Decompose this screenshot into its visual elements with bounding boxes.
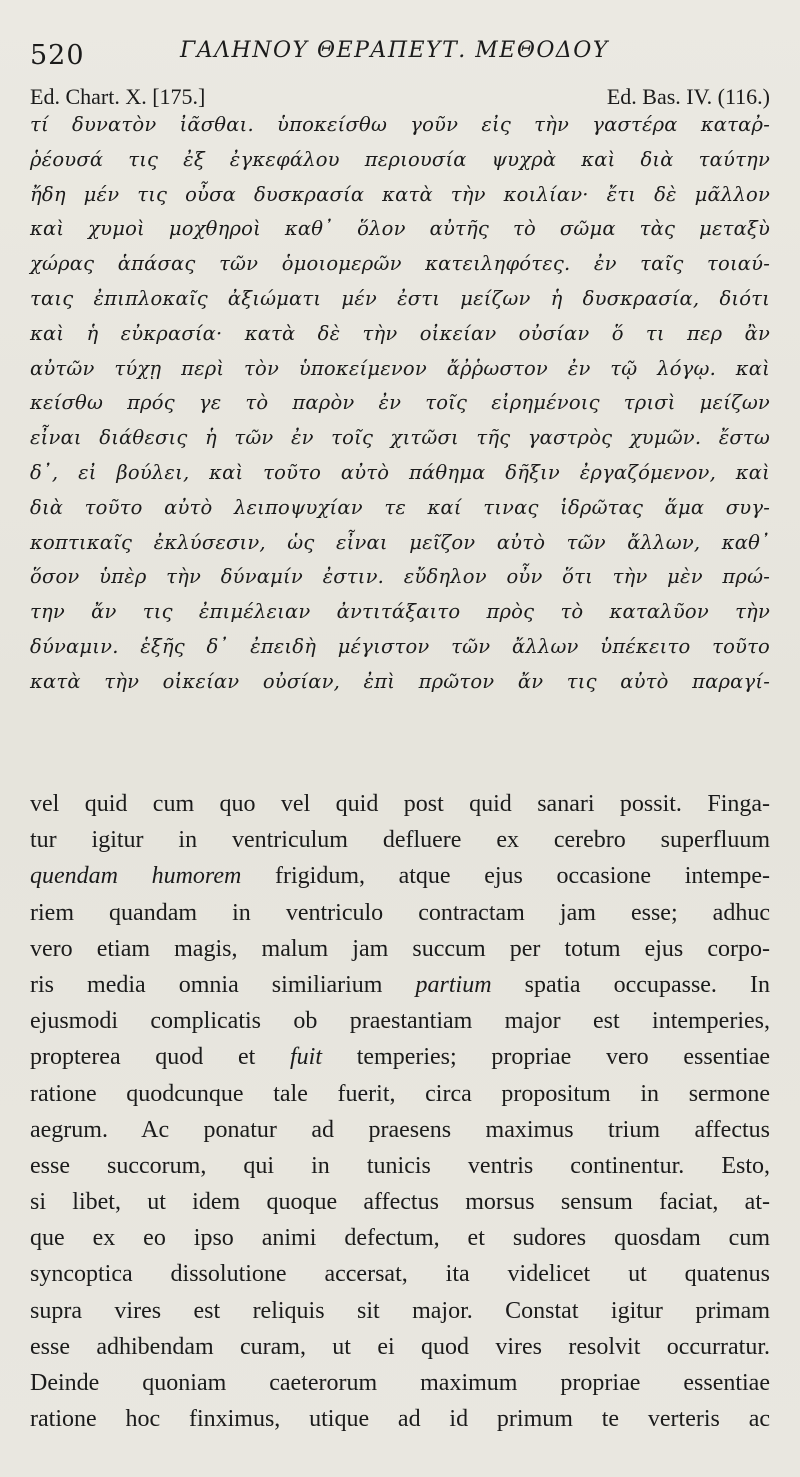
greek-text-line: ἤδη μέν τις οὖσα δυσκρασία κατὰ τὴν κοιλίαν· ἔτι δὲ μᾶλλον [30,182,770,206]
italic-phrase: partium [415,971,492,998]
greek-text-line: χώρας ἁπάσας τῶν ὁμοιομερῶν κατειληφότες. ἐν ταῖς τοιαύ- [30,252,770,276]
latin-text-line [30,1256,770,1292]
greek-text-line: αὐτῶν τύχῃ περὶ τὸν ὑποκείμενον ἄῤῥωστον ἐν τῷ λόγῳ. καὶ [30,356,770,380]
text-run: frigidum, atque ejus occasione intempe- [241,863,770,890]
show-through-bleed [30,726,770,756]
greek-text-line: δ᾽, εἰ βούλει, καὶ τοῦτο αὐτὸ πάθημα δῆξιν ἐργαζόμενον, καὶ [30,460,770,484]
text-run: ejusmodi complicatis ob praestantiam major est intemperies, [30,1008,770,1035]
greek-text-line: ταις ἐπιπλοκαῖς ἀξιώματι μέν ἐστι μείζων ἡ δυσκρασία, διότι [30,286,770,310]
page-number: 520 [30,40,85,71]
latin-text-line [30,858,770,894]
italic-phrase: fuit [290,1044,323,1071]
text-run: aegrum. Ac ponatur ad praesens maximus trium affectus [30,1116,770,1143]
text-run: ratione hoc finximus, utique ad id primum te verteris ac [30,1406,770,1433]
text-run: temperies; propriae vero essentiae [322,1044,770,1071]
greek-text-line: καὶ χυμοὶ μοχθηροὶ καθ᾽ ὅλον αὐτῆς τὸ σῶμα τὰς μεταξὺ [30,217,770,241]
text-run: spatia occupasse. In [491,971,770,998]
latin-text-line [30,1365,770,1401]
text-run: supra vires est reliquis sit major. Constat igitur primam [30,1297,770,1324]
text-run: vel quid cum quo vel quid post quid sanari possit. Finga- [30,791,770,817]
edition-chart-reference: Ed. Chart. X. [175.] [30,84,206,109]
latin-text-line [30,1003,770,1039]
text-run: riem quandam in ventriculo contractam jam esse; adhuc [30,899,770,926]
greek-text-line: κείσθω πρός γε τὸ παρὸν ἐν τοῖς εἰρημένοις τρισὶ μείζων [30,391,770,415]
latin-text-line [30,1148,770,1184]
latin-text-line [30,895,770,931]
text-run: Deinde quoniam caeterorum maximum propriae essentiae [30,1370,770,1396]
text-run: vero etiam magis, malum jam succum per totum ejus corpo- [30,935,770,962]
greek-text-line: ὅσον ὑπὲρ τὴν δύναμίν ἐστιν. εὔδηλον οὖν ὅτι τὴν μὲν πρώ- [30,565,770,589]
greek-text-block [30,108,770,700]
greek-text-line: δύναμιν. ἑξῆς δ᾽ ἐπειδὴ μέγιστον τῶν ἄλλων ὑπέκειτο τοῦτο [30,634,770,658]
latin-text-line [30,822,770,858]
latin-text-line [30,1076,770,1112]
greek-text-line: εἶναι διάθεσις ἡ τῶν ἐν τοῖς χιτῶσι τῆς γαστρὸς χυμῶν. ἔστω [30,426,770,450]
latin-text-line [30,1401,770,1437]
text-run: ris media omnia similiarium [30,971,416,998]
latin-text-line [30,1112,770,1148]
greek-text-line: ῥέουσά τις ἐξ ἐγκεφάλου περιουσία ψυχρὰ καὶ διὰ ταύτην [30,147,770,171]
latin-text-line [30,1329,770,1365]
latin-text-line [30,1220,770,1256]
latin-text-line [30,786,770,822]
text-run: que ex eo ipso animi defectum, et sudores quosdam cum [30,1225,770,1252]
greek-text-line: τί δυνατὸν ἰᾶσθαι. ὑποκείσθω γοῦν εἰς τὴν γαστέρα καταῤ- [30,113,770,136]
latin-text-block [30,786,770,1437]
running-head [30,36,770,76]
text-run: esse succorum, qui in tunicis ventris continentur. Esto, [30,1152,770,1179]
italic-phrase: quendam humorem [30,863,242,890]
latin-text-line [30,1184,770,1220]
text-run: propterea quod et [30,1044,291,1071]
edition-references [30,84,770,110]
latin-text-line [30,967,770,1003]
latin-text-line [30,931,770,967]
latin-text-line [30,1039,770,1075]
greek-text-line: διὰ τοῦτο αὐτὸ λειποψυχίαν τε καί τινας ἱδρῶτας ἅμα συγ- [30,495,770,519]
text-run: syncoptica dissolutione accersat, ita videlicet ut quatenus [30,1261,770,1288]
text-run: tur igitur in ventriculum defluere ex cerebro superfluum [30,827,770,854]
edition-basel-reference: Ed. Bas. IV. (116.) [606,84,770,109]
text-run: ratione quodcunque tale fuerit, circa propositum in sermone [30,1080,770,1107]
latin-text-line [30,1293,770,1329]
text-run: esse adhibendam curam, ut ei quod vires resolvit occurratur. [30,1333,770,1360]
running-title: ΓΑΛΗΝΟΥ ΘΕΡΑΠΕΥΤ. ΜΕΘΟΔΟΥ [180,38,609,63]
greek-text-line: καὶ ἡ εὐκρασία· κατὰ δὲ τὴν οἰκείαν οὐσίαν ὅ τι περ ἂν [30,321,770,345]
text-run: si libet, ut idem quoque affectus morsus sensum faciat, at- [30,1189,770,1216]
greek-text-line: την ἄν τις ἐπιμέλειαν ἀντιτάξαιτο πρὸς τὸ καταλῦον τὴν [30,600,770,624]
greek-text-line: κατὰ τὴν οἰκείαν οὐσίαν, ἐπὶ πρῶτον ἄν τις αὐτὸ παραγί- [30,669,770,693]
greek-text-line: κοπτικαῖς ἐκλύσεσιν, ὡς εἶναι μεῖζον αὐτὸ τῶν ἄλλων, καθ᾽ [30,530,770,554]
